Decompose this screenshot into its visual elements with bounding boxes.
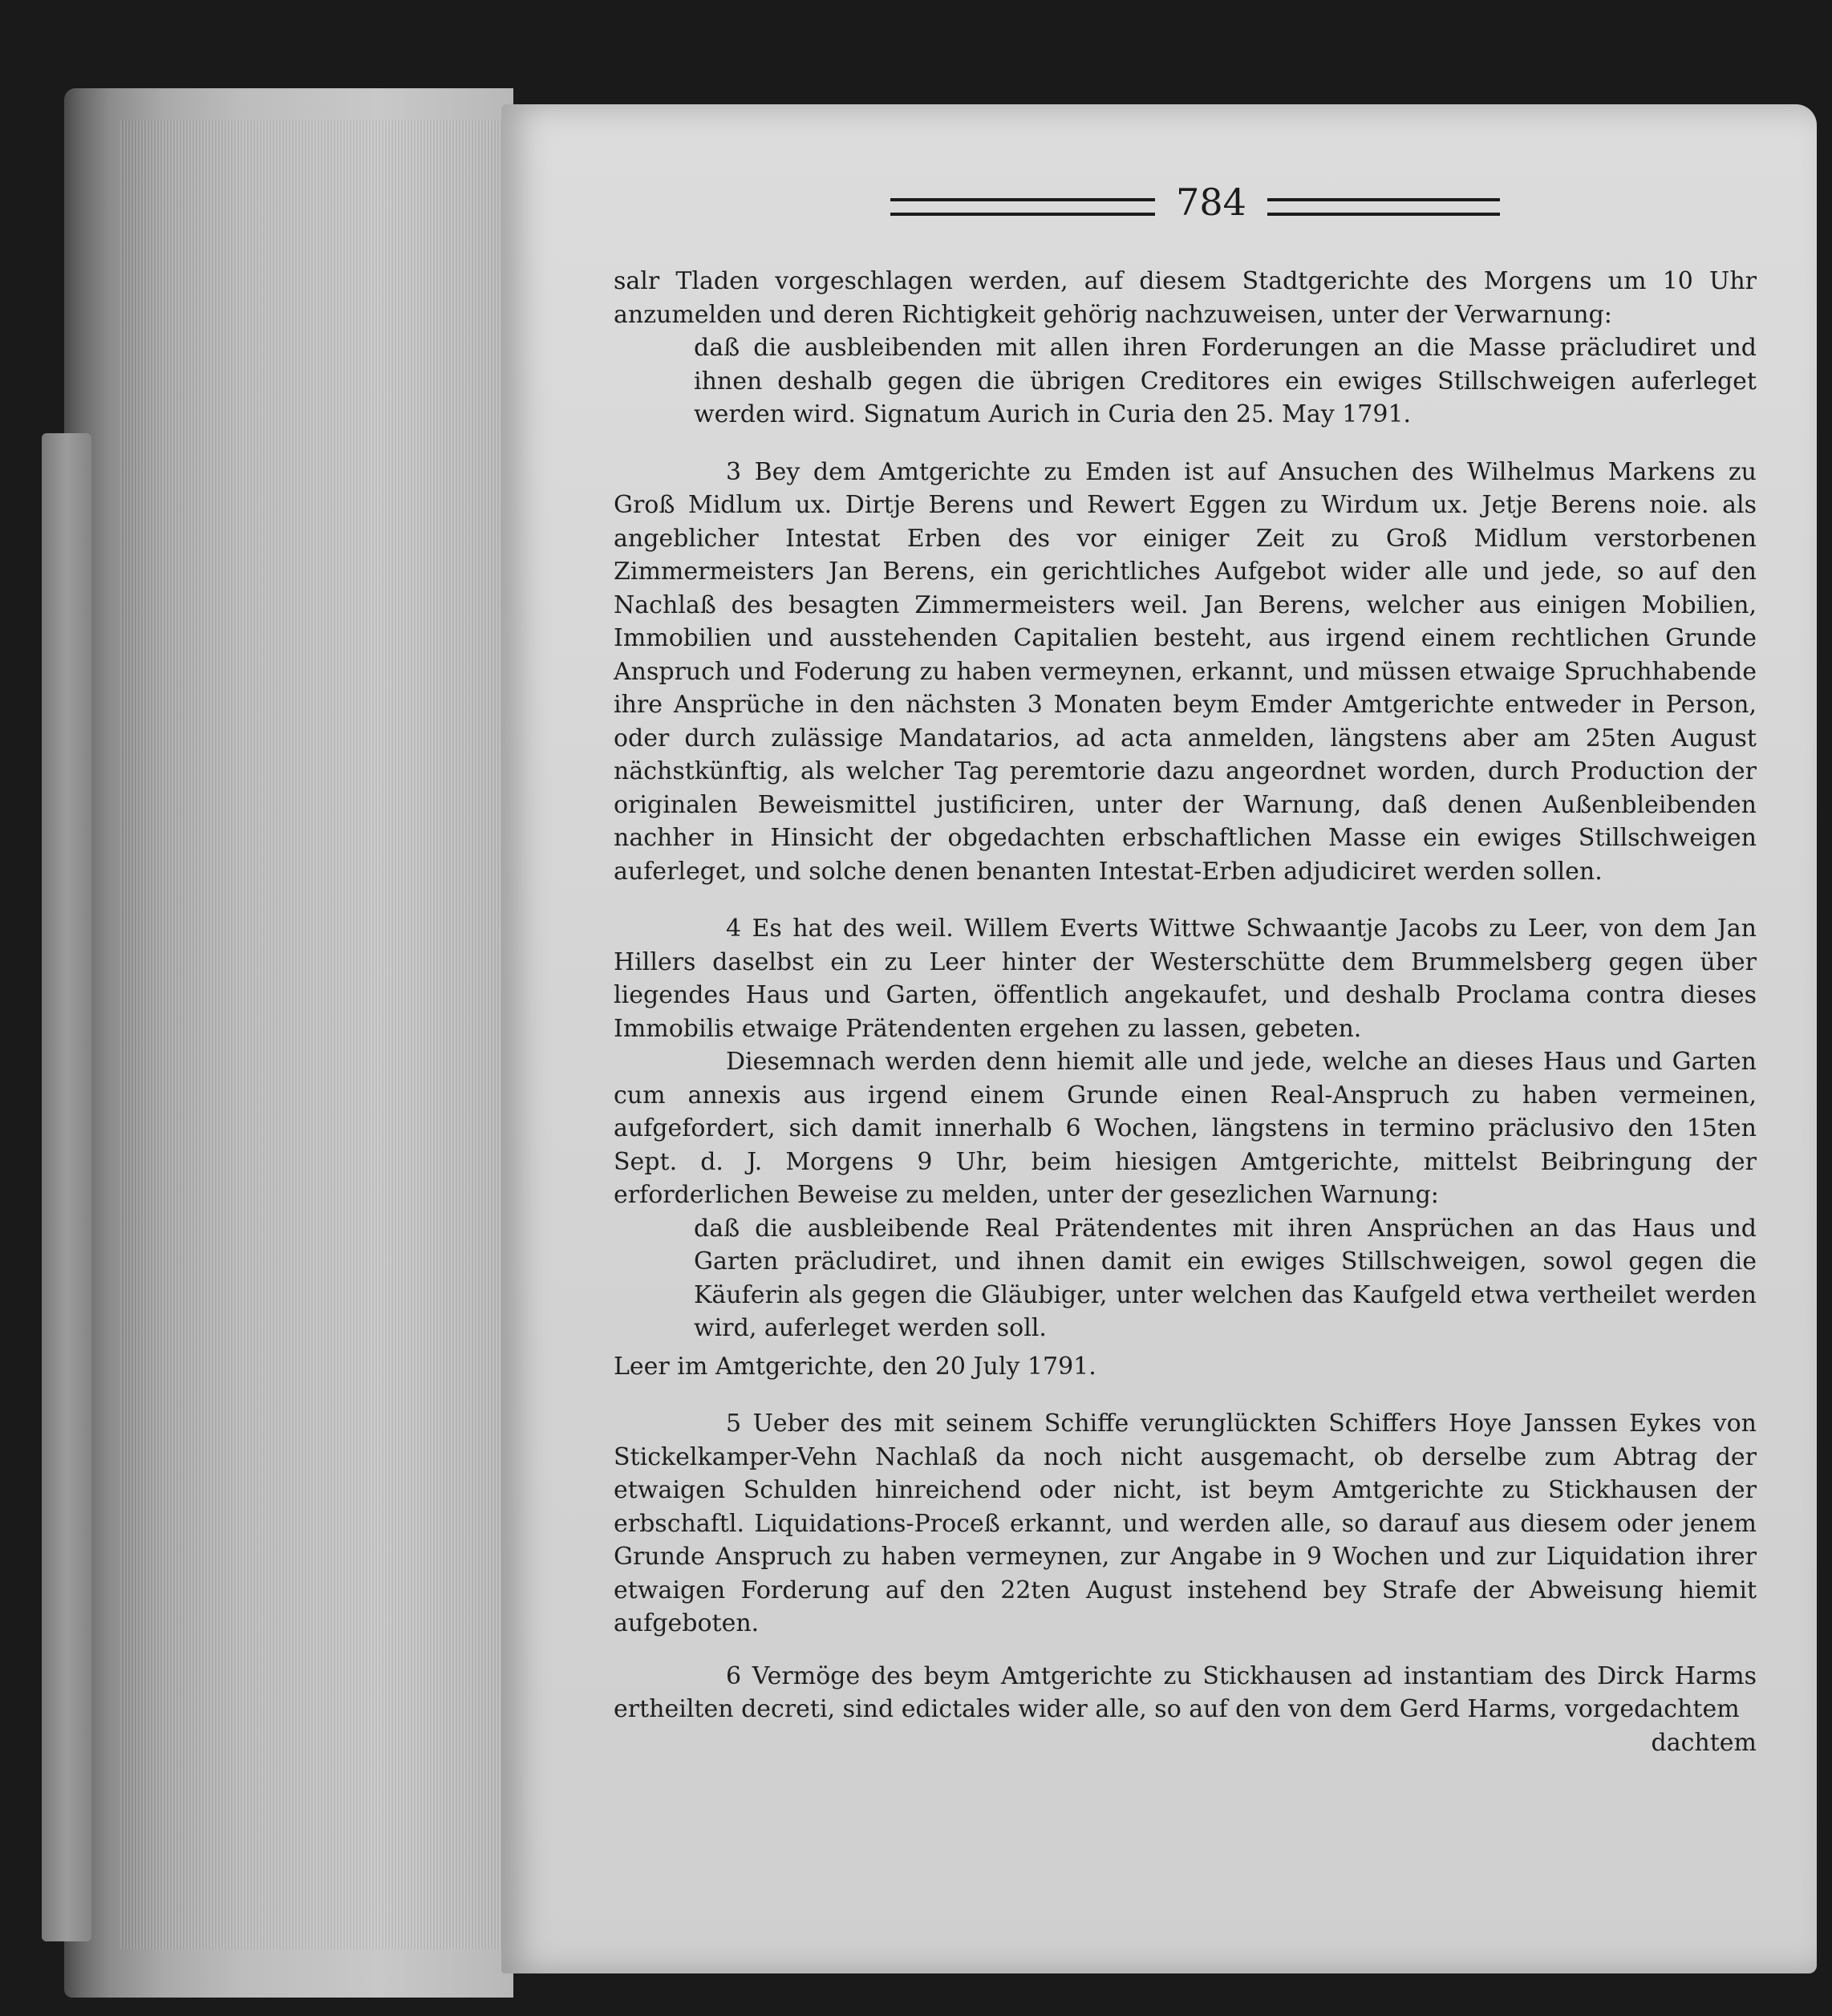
page-text: [614, 265, 1757, 1759]
page-header: [890, 181, 1500, 229]
paragraph-3: 3 Bey dem Amtgerichte zu Emden ist auf Ansuchen des Wilhelmus Markens zu Groß Midlum ux. Dirtje Berens und Rewert Eggen zu Wirdum ux. Jetje Berens noie. als angeblicher Intestat Erben des vor einiger Zeit zu Groß Midlum verstorbenen Zimmermeisters Jan Berens, ein gerichtliches Aufgebot wider alle und jede, so auf den Nachlaß des besagten Zimmermeisters weil. Jan Berens, welcher aus einigen Mobilien, Immobilien und ausstehenden Capitalien besteht, aus irgend einem rechtlichen Grunde Anspruch und Foderung zu haben vermeynen, erkannt, und müssen etwaige Spruchhabende ihre Ansprüche in den nächsten 3 Monaten beym Emder Amtgerichte entweder in Person, oder durch zulässige Mandatarios, ad acta anmelden, längstens aber am 25ten August nächstkünftig, als welcher Tag peremtorie dazu angeordnet worden, durch Production der originalen Beweismittel justificiren, unter der Warnung, daß denen Außenbleibenden nachher in Hinsicht der obgedachten erbschaftlichen Masse ein ewiges Stillschweigen auferleget, und solche denen benanten Intestat-Erben adjudiciret werden sollen.: [614, 457, 1757, 886]
bookmark-tab: [42, 433, 91, 1941]
paragraph-2: daß die ausbleibenden mit allen ihren Forderungen an die Masse präcludiret und ihnen deshalb gegen die übrigen Creditores ein ewiges Stillschweigen auferleget werden wird. Signatum Aurich in Curia den 25. May 1791.: [694, 334, 1757, 428]
paragraph-9: 6 Vermöge des beym Amtgerichte zu Stickhausen ad instantiam des Dirck Harms ertheilten decreti, sind edictales wider alle, so auf den von dem Gerd Harms, vorgedachtem: [614, 1661, 1757, 1723]
paragraph-5: Diesemnach werden denn hiemit alle und jede, welche an dieses Haus und Garten cum annexis aus irgend einem Grunde einen Real-Anspruch zu haben vermeinen, aufgefordert, sich damit innerhalb 6 Wochen, längstens in termino präclusivo den 15ten Sept. d. J. Morgens 9 Uhr, beim hiesigen Amtgerichte, mittelst Beibringung der erforderlichen Beweise zu melden, unter der gesezlichen Warnung:: [614, 1048, 1757, 1209]
paragraph-8: 5 Ueber des mit seinem Schiffe verunglückten Schiffers Hoye Janssen Eykes von Stickelkamper-Vehn Nachlaß da noch nicht ausgemacht, ob derselbe zum Abtrag der etwaigen Schulden hinreichend oder nicht, ist beym Amtgerichte zu Stickhausen der erbschaftl. Liquidations-Proceß erkannt, und werden alle, so darauf aus diesem oder jenem Grunde Anspruch zu haben vermeynen, zur Angabe in 9 Wochen und zur Liquidation ihrer etwaigen Forderung auf den 22ten August instehend bey Strafe der Abweisung hiemit aufgeboten.: [614, 1410, 1757, 1637]
page-edges: [120, 120, 505, 1949]
header-rule-left: [890, 198, 1155, 216]
paragraph-6: daß die ausbleibende Real Prätendentes mit ihren Ansprüchen an das Haus und Garten präcludiret, und ihnen damit ein ewiges Stillschweigen, sowol gegen die Käuferin als gegen die Gläubiger, unter welchen das Kaufgeld etwa vertheilet werden wird, auferleget werden soll.: [694, 1214, 1757, 1342]
header-rule-right: [1267, 198, 1500, 216]
page-number: 784: [1176, 181, 1246, 224]
paragraph-4: 4 Es hat des weil. Willem Everts Wittwe Schwaantje Jacobs zu Leer, von dem Jan Hillers daselbst ein zu Leer hinter der Westerschütte dem Brummelsberg gegen über liegendes Haus und Garten, öffentlich angekaufet, und deshalb Proclama contra dieses Immobilis etwaige Prätendenten ergehen zu lassen, gebeten.: [614, 915, 1757, 1043]
catchword: dachtem: [1651, 1728, 1757, 1757]
paragraph-7: Leer im Amtgerichte, den 20 July 1791.: [614, 1352, 1096, 1381]
paragraph-1: salr Tladen vorgeschlagen werden, auf diesem Stadtgerichte des Morgens um 10 Uhr anzumelden und deren Richtigkeit gehörig nachzuweisen, unter der Verwarnung:: [614, 267, 1757, 329]
